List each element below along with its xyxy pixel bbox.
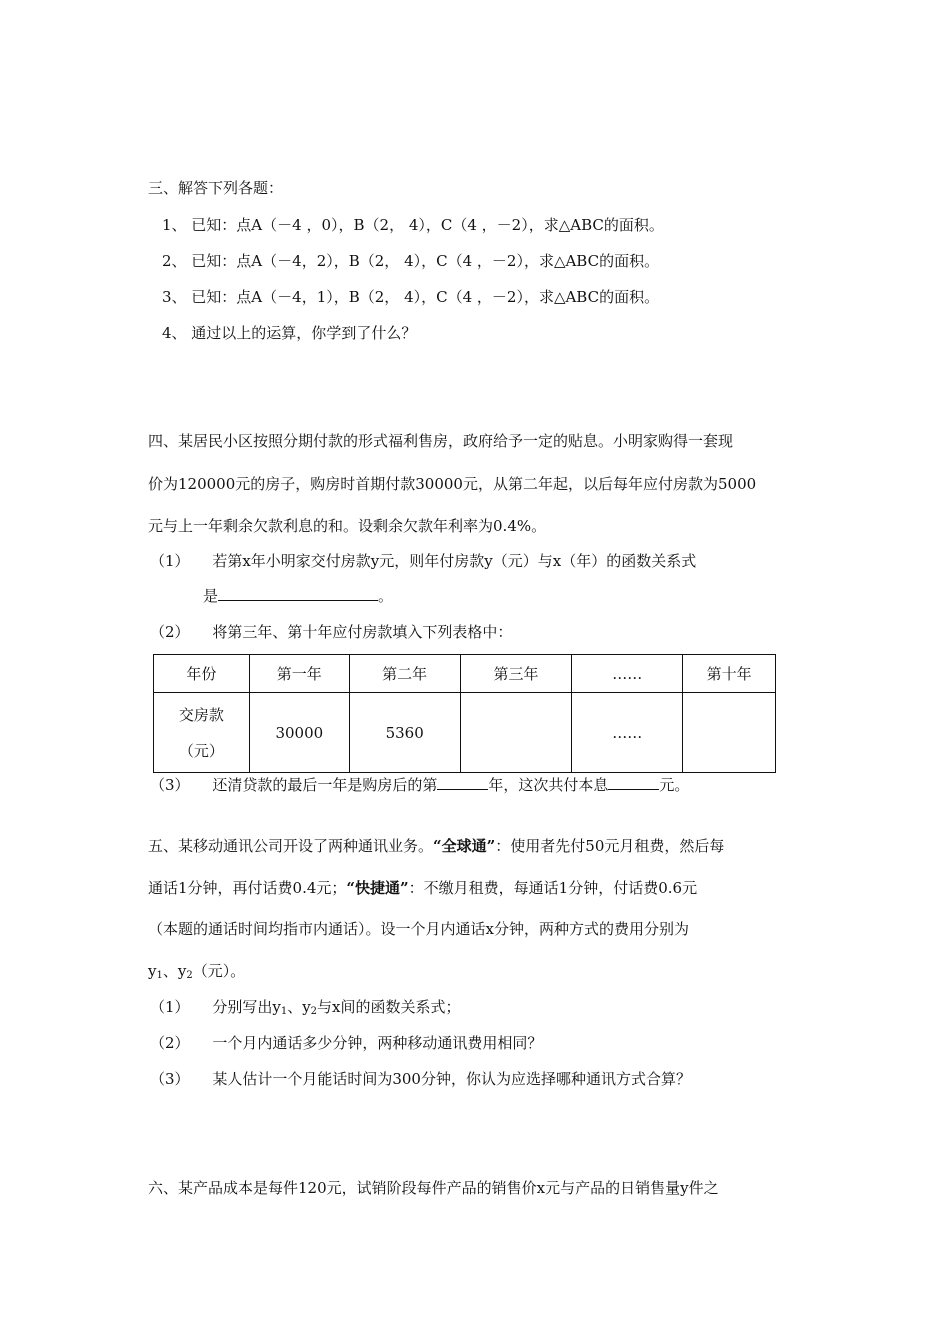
section-4-paragraph-line-3: 元与上一年剩余欠款利息的和。设剩余欠款年利率为0.4%。 [148, 517, 547, 535]
table-header-cell: 第十年 [683, 655, 776, 693]
question-text: 一个月内通话多少分钟，两种移动通讯费用相同？ [212, 1034, 543, 1052]
question-3-1: 1、 已知：点A（－4 ，0），B（2， 4），C（4 ，－2），求△ABC的面积。 [162, 216, 664, 234]
subscript: 1 [156, 970, 163, 981]
table-header-cell: 第二年 [349, 655, 460, 693]
table-header-row [154, 655, 776, 693]
section-5-paragraph-line-2 [148, 878, 697, 898]
table-cell: …… [572, 693, 683, 773]
section-4-paragraph-line-1: 四、某居民小区按照分期付款的形式福利售房，政府给予一定的贴息。小明家购得一套现 [148, 432, 734, 450]
question-number: （3） [150, 776, 190, 794]
answer-blank-year[interactable] [437, 775, 488, 790]
question-5-1 [150, 997, 461, 1022]
question-text: 元。 [659, 776, 690, 794]
question-3-2: 2、 已知：点A（－4，2），B（2， 4），C（4 ，－2），求△ABC的面积。 [162, 252, 660, 270]
question-number: （3） [150, 1070, 190, 1088]
text: （元）。 [192, 962, 246, 980]
question-3-3: 3、 已知：点A（－4，1），B（2， 4），C（4 ，－2），求△ABC的面积。 [162, 288, 660, 306]
question-4-2 [150, 622, 512, 642]
question-4-1 [150, 551, 696, 571]
row-label-line-2: （元） [178, 741, 224, 760]
question-4-1-answer-line [203, 586, 393, 606]
subscript: 2 [310, 1006, 318, 1017]
section-4-paragraph-line-2: 价为120000元的房子，购房时首期付款30000元，从第二年起，以后每年应付房款为5000 [148, 475, 757, 493]
answer-blank-total[interactable] [608, 775, 659, 790]
question-text: 年，这次共付本息 [488, 776, 609, 794]
table-header-cell: 年份 [154, 655, 250, 693]
table-header-cell: 第三年 [460, 655, 572, 693]
payment-table [153, 654, 776, 773]
text: ：不缴月租费，每通话1分钟，付话费0.6元 [408, 879, 698, 897]
question-text: 若第x年小明家交付房款y元，则年付房款y（元）与x（年）的函数关系式 [212, 552, 697, 570]
question-text: 与x间的函数关系式； [317, 998, 461, 1016]
text: ：使用者先付50元月租费，然后每 [495, 837, 725, 855]
table-cell: 30000 [249, 693, 349, 773]
table-cell: 5360 [349, 693, 460, 773]
table-header-cell: 第一年 [249, 655, 349, 693]
question-5-3 [150, 1069, 691, 1089]
question-5-2 [150, 1033, 542, 1053]
question-number: （2） [150, 623, 190, 641]
subscript: 2 [186, 970, 193, 981]
question-text: 某人估计一个月能话时间为300分钟，你认为应选择哪种通讯方式合算？ [212, 1070, 691, 1088]
section-5-paragraph-line-3: （本题的通话时间均指市内通话）。设一个月内通话x分钟，两种方式的费用分别为 [148, 920, 689, 938]
subscript: 1 [280, 1006, 288, 1017]
section-5-paragraph-line-4 [148, 961, 245, 986]
text: 、y [162, 962, 187, 980]
section-3-heading: 三、解答下列各题： [148, 179, 284, 197]
answer-suffix: 。 [378, 587, 394, 605]
question-text: 分别写出y [212, 998, 281, 1016]
question-text: 还清贷款的最后一年是购房后的第 [212, 776, 438, 794]
table-header-cell: …… [572, 655, 683, 693]
bold-term-global: “全球通” [433, 837, 496, 855]
table-row [154, 693, 776, 773]
section-6-paragraph-line-1: 六、某产品成本是每件120元，试销阶段每件产品的销售价x元与产品的日销售量y件之 [148, 1179, 719, 1197]
row-label-line-1: 交房款 [178, 705, 224, 724]
question-number: （1） [150, 552, 190, 570]
text: 五、某移动通讯公司开设了两种通讯业务。 [148, 837, 434, 855]
bold-term-express: “快捷通” [346, 879, 409, 897]
question-4-3 [150, 775, 689, 795]
question-text: 、y [287, 998, 311, 1016]
question-number: （2） [150, 1034, 190, 1052]
section-5-paragraph-line-1 [148, 836, 724, 856]
text: y [148, 962, 157, 980]
text: 通话1分钟，再付话费0.4元； [148, 879, 347, 897]
question-text: 将第三年、第十年应付房款填入下列表格中： [212, 623, 513, 641]
answer-prefix: 是 [203, 587, 219, 605]
answer-blank[interactable] [218, 586, 378, 601]
table-cell-empty[interactable] [683, 693, 776, 773]
question-number: （1） [150, 998, 190, 1016]
question-3-4: 4、 通过以上的运算，你学到了什么？ [162, 324, 417, 342]
table-cell-empty[interactable] [460, 693, 572, 773]
row-label-cell [154, 693, 250, 773]
